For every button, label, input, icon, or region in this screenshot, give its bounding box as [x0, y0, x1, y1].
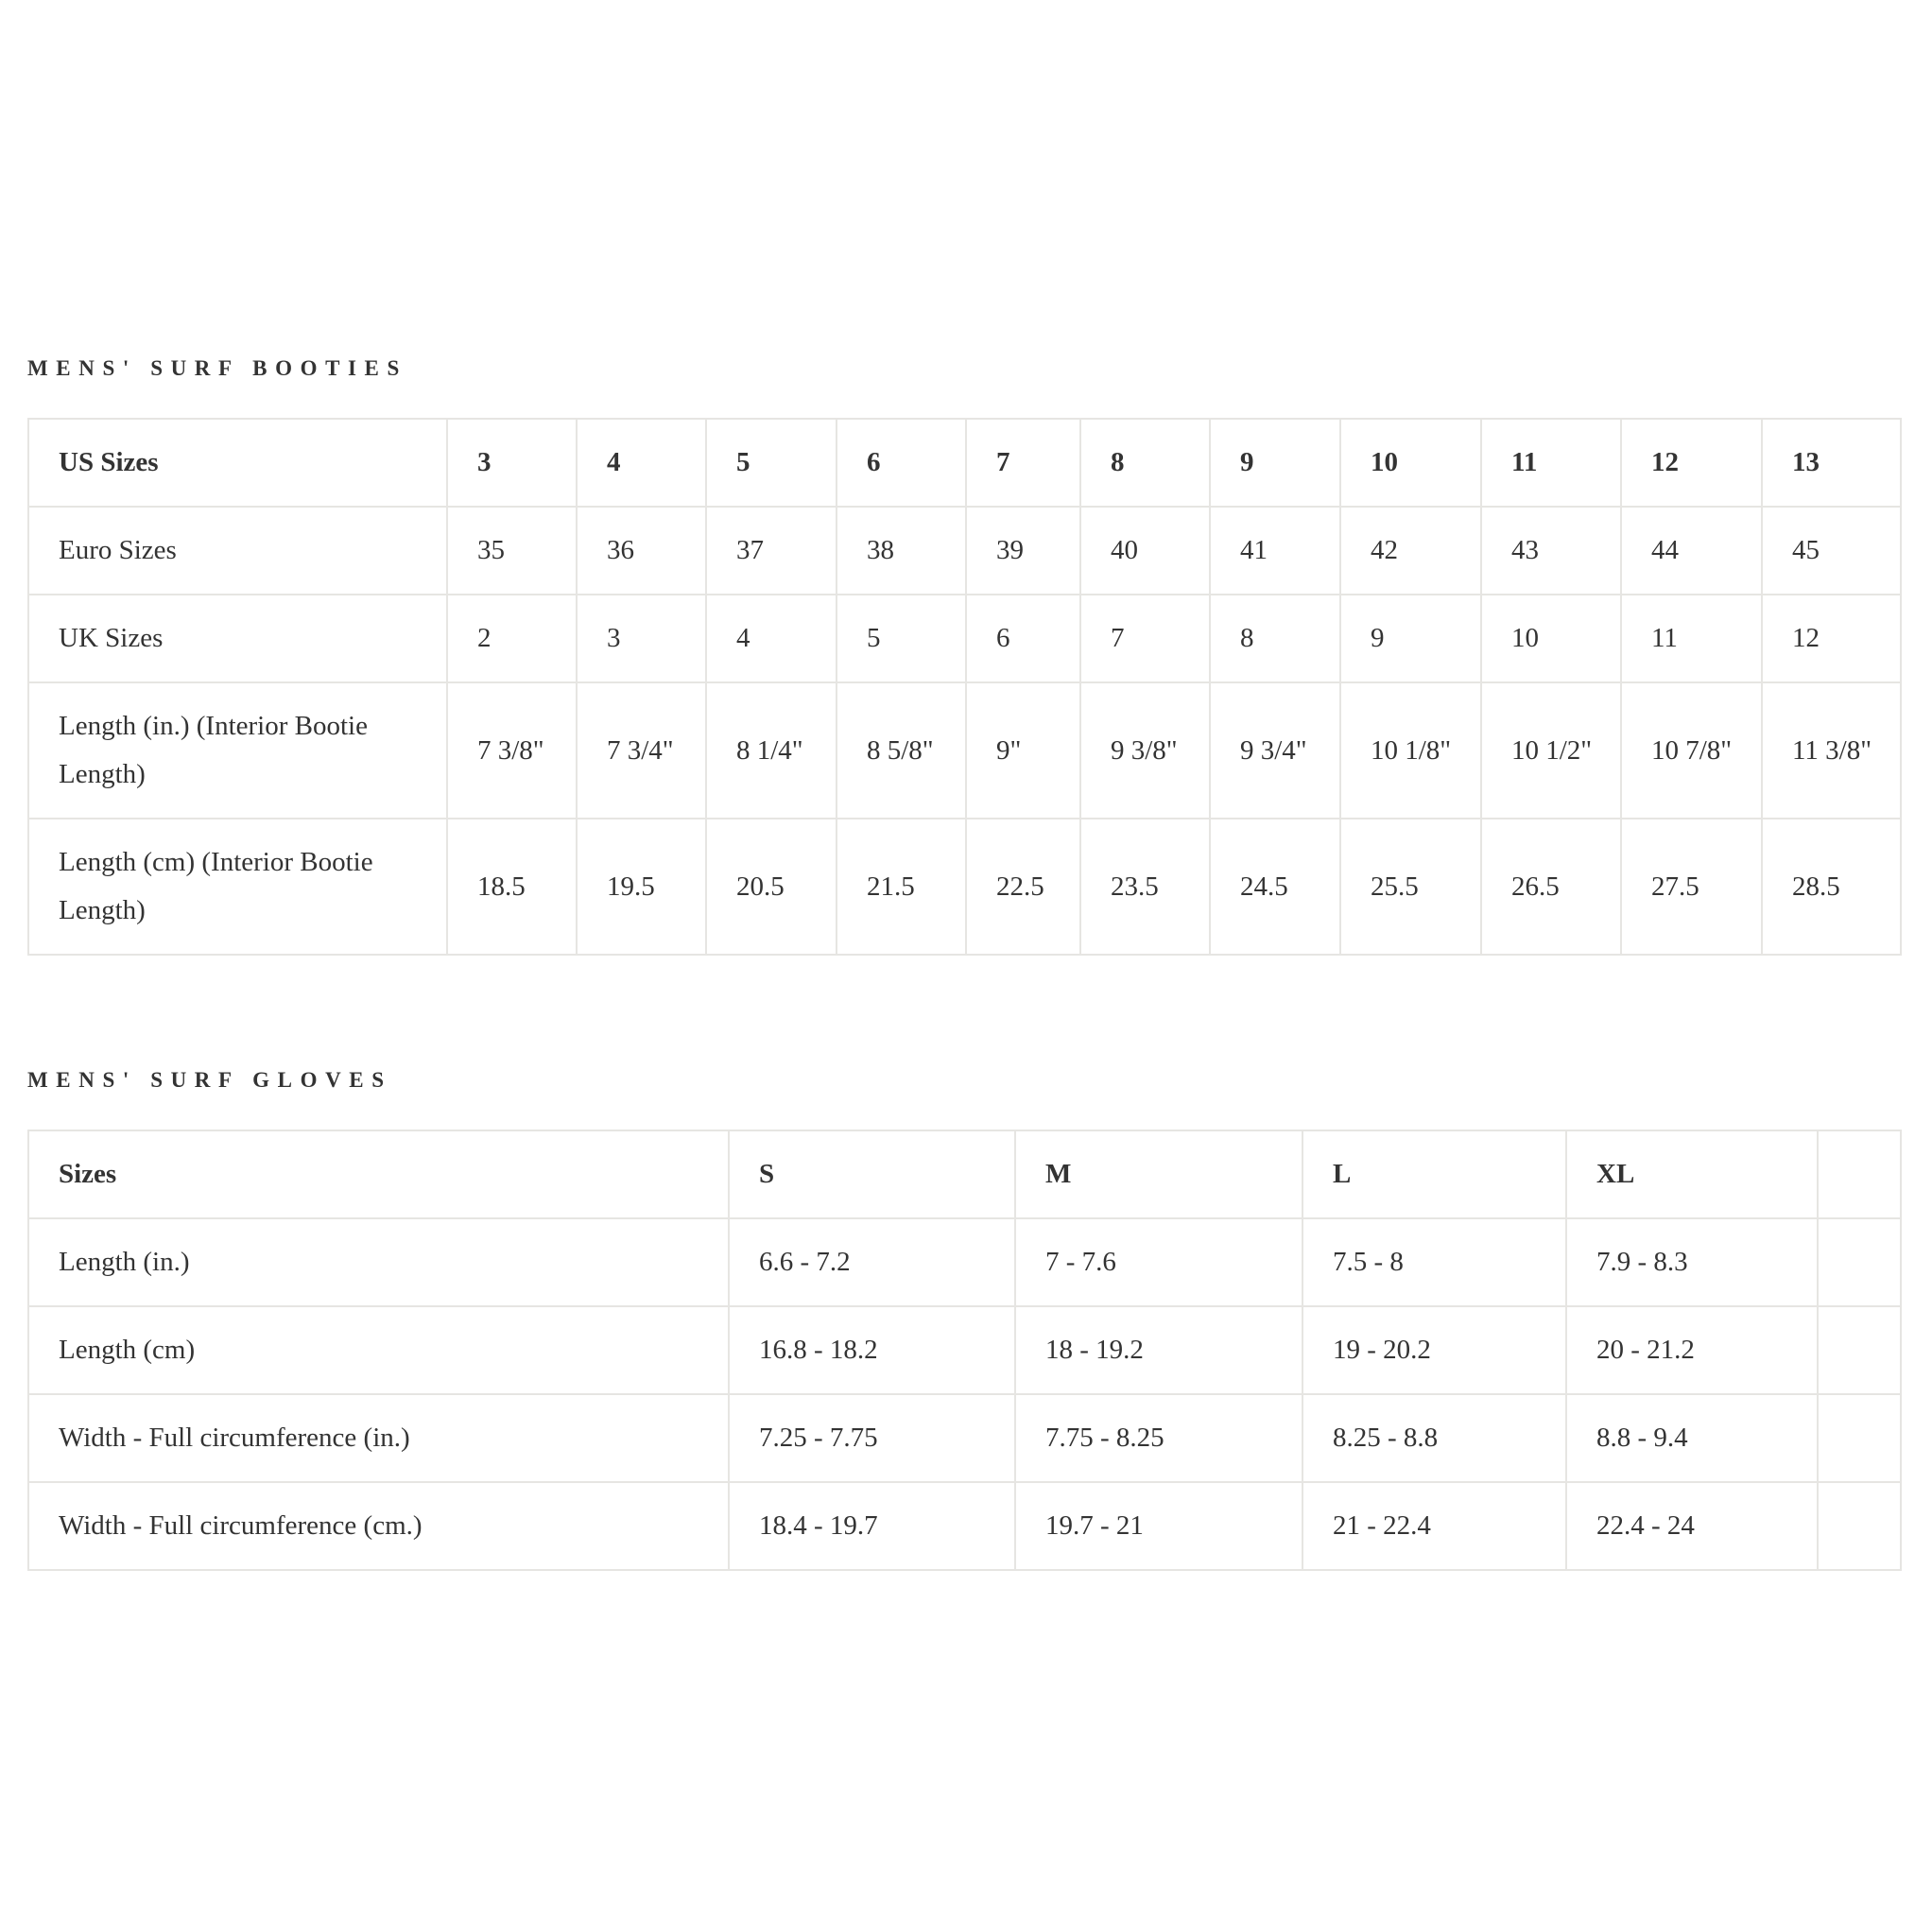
table-cell: 10 7/8": [1621, 682, 1762, 819]
us-size-cell: 3: [447, 419, 577, 507]
empty-cell: [1818, 1218, 1901, 1306]
table-cell: 21 - 22.4: [1302, 1482, 1566, 1570]
booties-size-table: [27, 418, 1902, 956]
us-size-cell: 6: [837, 419, 966, 507]
table-header-row: [28, 419, 1901, 507]
table-cell: 18.4 - 19.7: [729, 1482, 1015, 1570]
table-cell: 20 - 21.2: [1566, 1306, 1818, 1394]
table-cell: 28.5: [1762, 819, 1901, 955]
table-row: [28, 819, 1901, 955]
glove-size-cell: S: [729, 1130, 1015, 1218]
us-size-cell: 4: [577, 419, 706, 507]
glove-size-cell: M: [1015, 1130, 1302, 1218]
table-cell: 38: [837, 507, 966, 595]
table-row: [28, 1306, 1901, 1394]
table-cell: 3: [577, 595, 706, 682]
table-row: [28, 1394, 1901, 1482]
us-size-cell: 10: [1340, 419, 1481, 507]
table-row: [28, 595, 1901, 682]
table-cell: 21.5: [837, 819, 966, 955]
table-cell: 36: [577, 507, 706, 595]
table-cell: 10: [1481, 595, 1621, 682]
row-label: Sizes: [28, 1130, 729, 1218]
gloves-section-title: MENS' SURF GLOVES: [27, 1068, 392, 1092]
table-cell: 19 - 20.2: [1302, 1306, 1566, 1394]
table-cell: 7.25 - 7.75: [729, 1394, 1015, 1482]
us-size-cell: 13: [1762, 419, 1901, 507]
row-label: Length (in.): [28, 1218, 729, 1306]
table-cell: 7 - 7.6: [1015, 1218, 1302, 1306]
row-label: US Sizes: [28, 419, 447, 507]
table-cell: 26.5: [1481, 819, 1621, 955]
table-cell: 8 5/8": [837, 682, 966, 819]
table-cell: 9": [966, 682, 1080, 819]
table-cell: 19.5: [577, 819, 706, 955]
table-cell: 18.5: [447, 819, 577, 955]
table-cell: 11: [1621, 595, 1762, 682]
table-cell: 7 3/4": [577, 682, 706, 819]
glove-size-cell: L: [1302, 1130, 1566, 1218]
table-row: [28, 507, 1901, 595]
table-cell: 20.5: [706, 819, 837, 955]
us-size-cell: 8: [1080, 419, 1210, 507]
table-cell: 12: [1762, 595, 1901, 682]
table-cell: 2: [447, 595, 577, 682]
table-cell: 8.8 - 9.4: [1566, 1394, 1818, 1482]
table-cell: 7: [1080, 595, 1210, 682]
table-cell: 10 1/2": [1481, 682, 1621, 819]
table-cell: 27.5: [1621, 819, 1762, 955]
table-header-row: [28, 1130, 1901, 1218]
table-cell: 9 3/4": [1210, 682, 1340, 819]
table-cell: 5: [837, 595, 966, 682]
table-cell: 10 1/8": [1340, 682, 1481, 819]
table-cell: 7.75 - 8.25: [1015, 1394, 1302, 1482]
row-label: Length (in.) (Interior Bootie Length): [28, 682, 447, 819]
table-row: [28, 1482, 1901, 1570]
table-cell: 9 3/8": [1080, 682, 1210, 819]
table-cell: 25.5: [1340, 819, 1481, 955]
table-cell: 18 - 19.2: [1015, 1306, 1302, 1394]
empty-cell: [1818, 1306, 1901, 1394]
empty-cell: [1818, 1130, 1901, 1218]
table-cell: 8 1/4": [706, 682, 837, 819]
table-cell: 39: [966, 507, 1080, 595]
table-cell: 7.9 - 8.3: [1566, 1218, 1818, 1306]
table-row: [28, 1218, 1901, 1306]
us-size-cell: 12: [1621, 419, 1762, 507]
table-cell: 37: [706, 507, 837, 595]
booties-section-title: MENS' SURF BOOTIES: [27, 356, 407, 380]
table-cell: 6.6 - 7.2: [729, 1218, 1015, 1306]
table-cell: 41: [1210, 507, 1340, 595]
table-cell: 19.7 - 21: [1015, 1482, 1302, 1570]
row-label: Width - Full circumference (cm.): [28, 1482, 729, 1570]
empty-cell: [1818, 1394, 1901, 1482]
table-cell: 45: [1762, 507, 1901, 595]
table-cell: 7 3/8": [447, 682, 577, 819]
table-cell: 43: [1481, 507, 1621, 595]
table-cell: 4: [706, 595, 837, 682]
table-cell: 22.5: [966, 819, 1080, 955]
row-label: Euro Sizes: [28, 507, 447, 595]
table-row: [28, 682, 1901, 819]
table-cell: 40: [1080, 507, 1210, 595]
table-cell: 9: [1340, 595, 1481, 682]
row-label: Length (cm) (Interior Bootie Length): [28, 819, 447, 955]
table-cell: 22.4 - 24: [1566, 1482, 1818, 1570]
table-cell: 42: [1340, 507, 1481, 595]
table-cell: 6: [966, 595, 1080, 682]
table-cell: 16.8 - 18.2: [729, 1306, 1015, 1394]
row-label: Length (cm): [28, 1306, 729, 1394]
us-size-cell: 5: [706, 419, 837, 507]
row-label: Width - Full circumference (in.): [28, 1394, 729, 1482]
empty-cell: [1818, 1482, 1901, 1570]
table-cell: 44: [1621, 507, 1762, 595]
gloves-size-table: [27, 1130, 1902, 1571]
row-label: UK Sizes: [28, 595, 447, 682]
us-size-cell: 7: [966, 419, 1080, 507]
table-cell: 23.5: [1080, 819, 1210, 955]
table-cell: 24.5: [1210, 819, 1340, 955]
table-cell: 8: [1210, 595, 1340, 682]
table-cell: 7.5 - 8: [1302, 1218, 1566, 1306]
table-cell: 8.25 - 8.8: [1302, 1394, 1566, 1482]
table-cell: 35: [447, 507, 577, 595]
us-size-cell: 11: [1481, 419, 1621, 507]
us-size-cell: 9: [1210, 419, 1340, 507]
table-cell: 11 3/8": [1762, 682, 1901, 819]
glove-size-cell: XL: [1566, 1130, 1818, 1218]
